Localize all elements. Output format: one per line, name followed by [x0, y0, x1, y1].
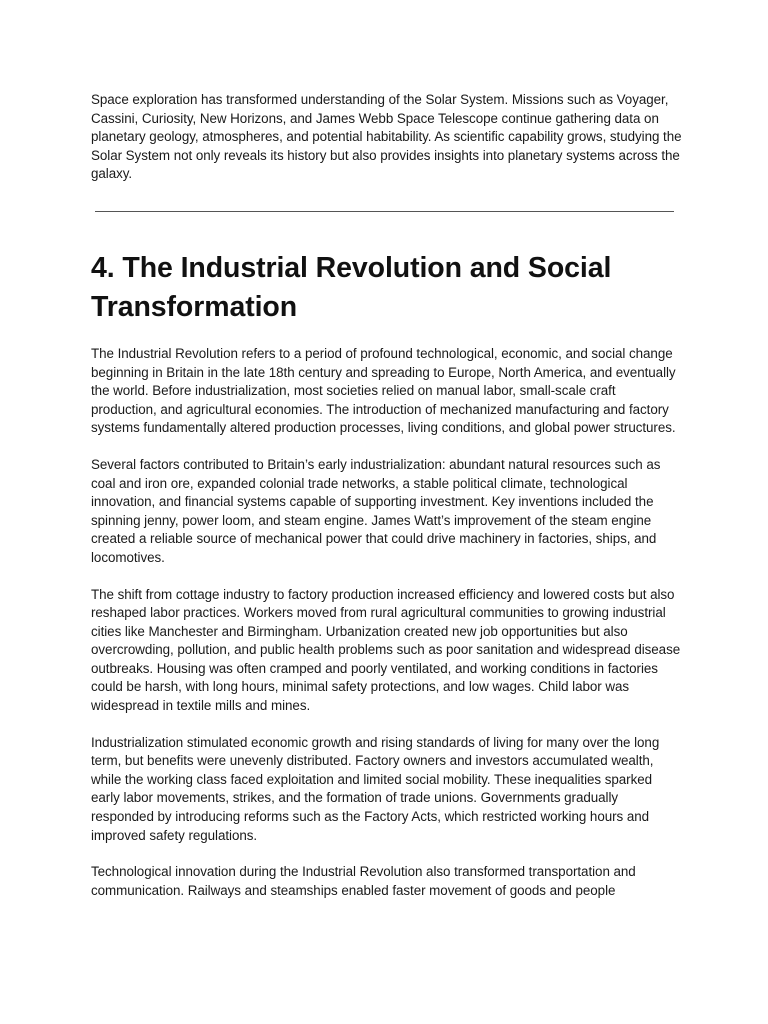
body-paragraph: The Industrial Revolution refers to a period of profound technological, economic, and social change beginning in Britain in the late 18th century and spreading to Europe, North America, and eventually the world. Before industrialization, most societies relied on manual labor, small-scale craft production, and agricultural economies. The introduction of mechanized manufacturing and factory systems fundamentally altered production processes, living conditions, and global power structures.	[91, 345, 676, 436]
document-page	[91, 91, 683, 918]
intro-paragraph: Space exploration has transformed understanding of the Solar System. Missions such as Voyager, Cassini, Curiosity, New Horizons, and James Webb Space Telescope continue gathering data on planetary geology, atmospheres, and potential habitability. As scientific capability grows, studying the Solar System not only reveals its history but also provides insights into planetary systems across the galaxy.	[91, 92, 682, 182]
body-paragraph: Several factors contributed to Britain’s early industrialization: abundant natural resources such as coal and iron ore, expanded colonial trade networks, a stable political climate, technological innovation, and financial systems capable of supporting investment. Key inventions included the spinning jenny, power loom, and steam engine. James Watt’s improvement of the steam engine created a reliable source of mechanical power that could drive machinery in factories, ships, and locomotives.	[91, 456, 661, 565]
body-paragraph: Technological innovation during the Industrial Revolution also transformed transportation and communication. Railways and steamships enabled faster movement of goods and people	[91, 864, 636, 898]
section-heading: 4. The Industrial Revolution and Social Transformation	[91, 251, 612, 323]
body-paragraph: Industrialization stimulated economic growth and rising standards of living for many over the long term, but benefits were unevenly distributed. Factory owners and investors accumulated wealth, while the working class faced exploitation and limited social mobility. These inequalities sparked early labor movements, strikes, and the formation of trade unions. Governments gradually responded by introducing reforms such as the Factory Acts, which restricted working hours and improved safety regulations.	[91, 734, 660, 843]
section-divider	[95, 211, 674, 212]
body-paragraph: The shift from cottage industry to factory production increased efficiency and lowered costs but also reshaped labor practices. Workers moved from rural agricultural communities to growing industrial cities like Manchester and Birmingham. Urbanization created new job opportunities but also overcrowding, pollution, and public health problems such as poor sanitation and widespread disease outbreaks. Housing was often cramped and poorly ventilated, and working conditions in factories could be harsh, with long hours, minimal safety protections, and low wages. Child labor was widespread in textile mills and mines.	[91, 586, 681, 714]
